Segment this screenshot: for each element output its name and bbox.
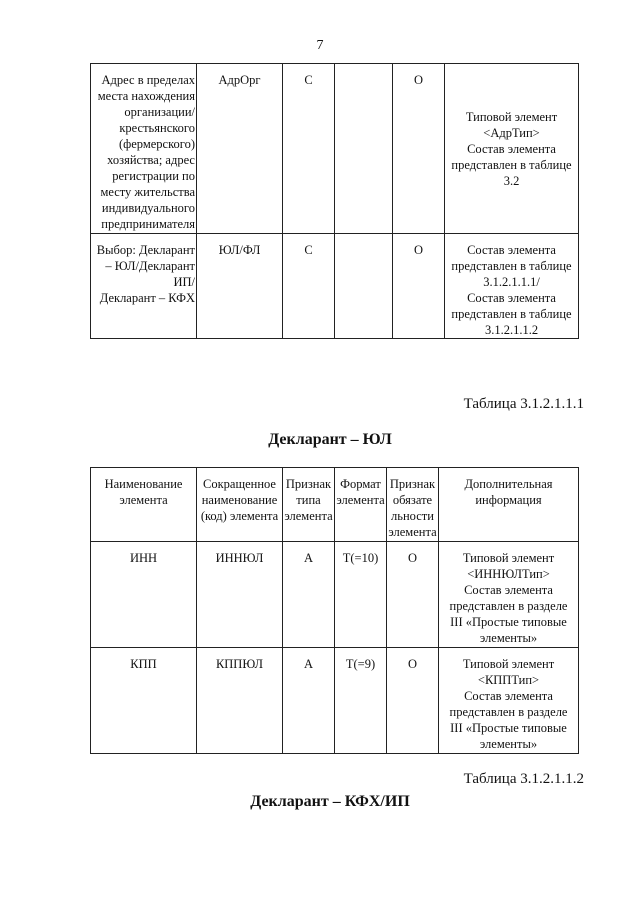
element-type-cell: С [283,234,335,339]
element-name-cell: ИНН [91,542,197,648]
table-row [91,542,579,648]
element-name-cell: Адрес в пределах места нахождения организации/ крестьянского (фермерского) хозяйства; адрес регистрации по месту жительства индивидуального предпринимателя [91,64,197,234]
element-code-cell: АдрОрг [197,64,283,234]
element-format-cell [335,234,393,339]
table-caption: Таблица 3.1.2.1.1.1 [463,396,584,412]
page-number: 7 [316,38,324,53]
address-table [90,63,579,339]
element-name-cell: КПП [91,648,197,754]
element-format-cell: T(=9) [335,648,387,754]
header-name: Наименование элемента [91,468,197,542]
element-name-cell: Выбор: Декларант – ЮЛ/Декларант ИП/ Декларант – КФХ [91,234,197,339]
header-format: Формат элемента [335,468,387,542]
element-format-cell: T(=10) [335,542,387,648]
element-code-cell: ЮЛ/ФЛ [197,234,283,339]
element-code-cell: КППЮЛ [197,648,283,754]
section-title: Декларант – ЮЛ [268,431,392,448]
table-row [91,234,579,339]
element-info-cell: Состав элемента представлен в таблице 3.1.2.1.1.1/ Состав элемента представлен в таблице 3.1.2.1.1.2 [445,234,579,339]
declarant-ul-table [90,467,579,754]
table-row [91,648,579,754]
header-info: Дополнительная информация [439,468,579,542]
element-required-cell: О [387,648,439,754]
element-required-cell: О [393,64,445,234]
element-info-cell: Типовой элемент <КППТип> Состав элемента представлен в разделе III «Простые типовые элементы» [439,648,579,754]
element-code-cell: ИННЮЛ [197,542,283,648]
element-format-cell [335,64,393,234]
element-type-cell: С [283,64,335,234]
table-header-row [91,468,579,542]
element-type-cell: А [283,542,335,648]
section-title: Декларант – КФХ/ИП [250,793,410,810]
element-required-cell: О [387,542,439,648]
element-info-cell: Типовой элемент <АдрТип> Состав элемента представлен в таблице 3.2 [445,64,579,234]
table-row [91,64,579,234]
element-info-cell: Типовой элемент <ИННЮЛТип> Состав элемента представлен в разделе III «Простые типовые элементы» [439,542,579,648]
header-required: Признак обязате льности элемента [387,468,439,542]
element-required-cell: О [393,234,445,339]
table-caption: Таблица 3.1.2.1.1.2 [463,771,584,787]
header-type: Признак типа элемента [283,468,335,542]
header-code: Сокращенное наименование (код) элемента [197,468,283,542]
element-type-cell: А [283,648,335,754]
